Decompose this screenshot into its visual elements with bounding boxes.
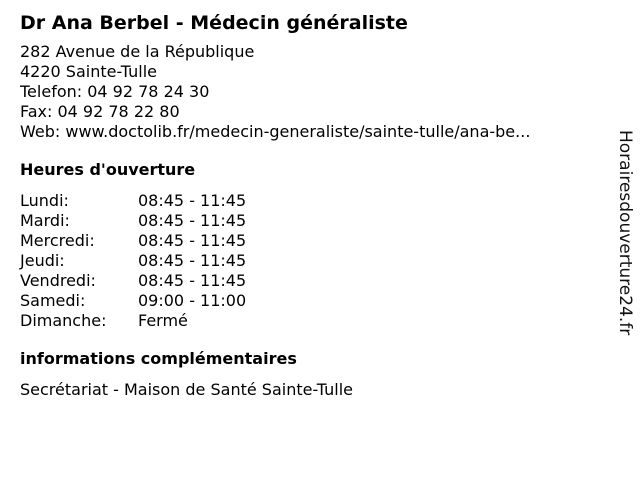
phone-number: Telefon: 04 92 78 24 30 [20,82,210,101]
hours-time: 08:45 - 11:45 [138,191,247,210]
hours-time: Fermé [138,311,188,330]
hours-day: Mercredi: [20,231,95,250]
opening-hours-list [20,191,600,331]
hours-row-saturday [20,291,600,311]
hours-row-sunday [20,311,600,331]
hours-row-monday [20,191,600,211]
opening-hours-heading: Heures d'ouverture [20,160,196,179]
brand-watermark [610,130,640,380]
page-title: Dr Ana Berbel - Médecin généraliste [20,12,408,34]
hours-time: 08:45 - 11:45 [138,271,247,290]
hours-day: Vendredi: [20,271,96,290]
hours-day: Dimanche: [20,311,107,330]
brand-text: Horairesdouverture24.fr [615,130,635,336]
hours-row-tuesday [20,211,600,231]
hours-day: Lundi: [20,191,69,210]
additional-info-text: Secrétariat - Maison de Santé Sainte-Tulle [20,380,353,399]
hours-day: Mardi: [20,211,70,230]
hours-day: Jeudi: [20,251,65,270]
website-link[interactable]: Web: www.doctolib.fr/medecin-generaliste/sainte-tulle/ana-be... [20,122,531,141]
additional-info-heading: informations complémentaires [20,349,297,368]
hours-row-thursday [20,251,600,271]
street-address: 282 Avenue de la République [20,42,255,61]
city-address: 4220 Sainte-Tulle [20,62,157,81]
hours-time: 08:45 - 11:45 [138,211,247,230]
hours-time: 09:00 - 11:00 [138,291,247,310]
hours-time: 08:45 - 11:45 [138,231,247,250]
hours-time: 08:45 - 11:45 [138,251,247,270]
contact-block [20,42,600,142]
hours-day: Samedi: [20,291,86,310]
hours-row-friday [20,271,600,291]
business-card [20,10,600,400]
fax-number: Fax: 04 92 78 22 80 [20,102,180,121]
hours-row-wednesday [20,231,600,251]
